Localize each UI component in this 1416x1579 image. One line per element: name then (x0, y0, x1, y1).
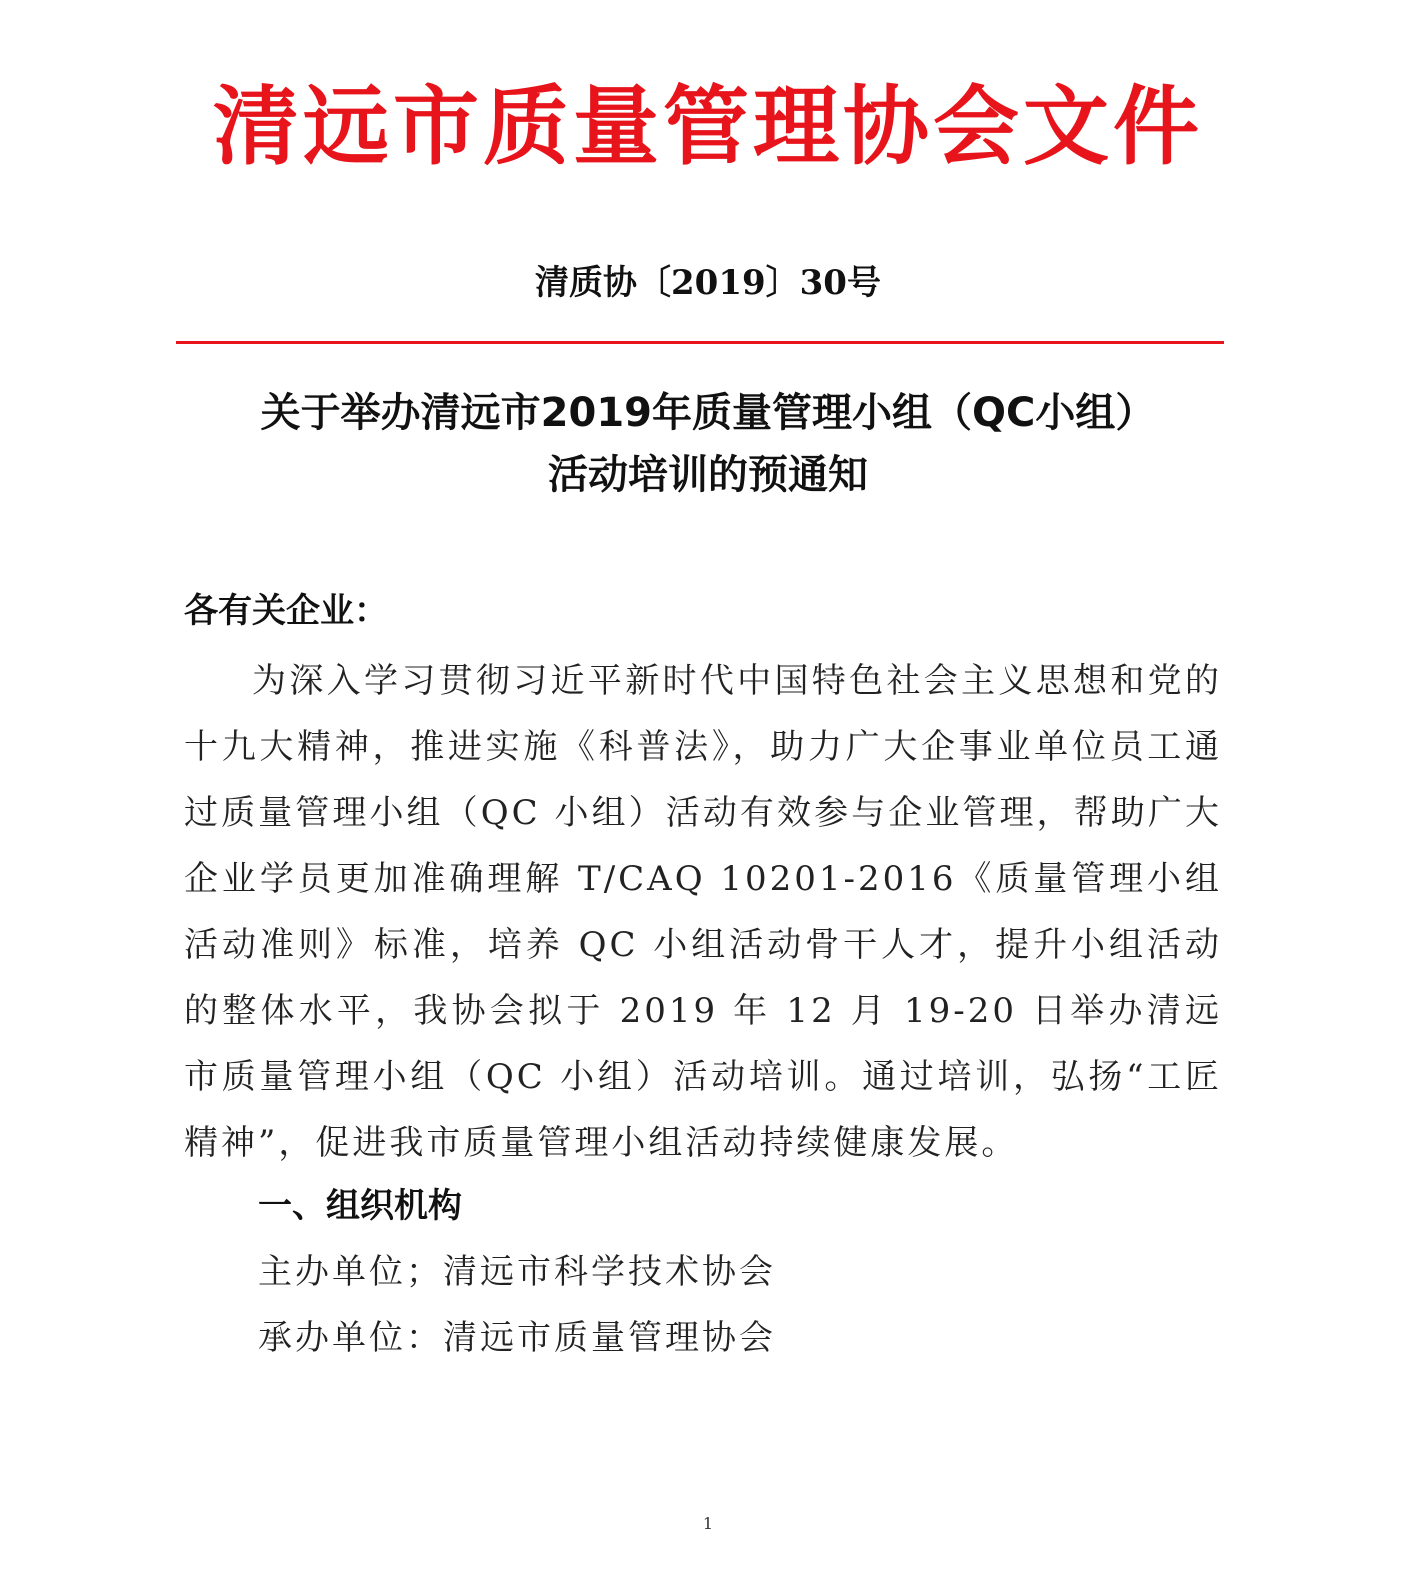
section-heading-organization: 一、组织机构 (258, 1186, 462, 1226)
document-number: 清质协〔2019〕30号 (535, 263, 881, 303)
page-number: 1 (702, 1514, 714, 1533)
body-paragraph: 为深入学习贯彻习近平新时代中国特色社会主义思想和党的十九大精神，推进实施《科普法》，助力广大企事业单位员工通过质量管理小组（QC 小组）活动有效参与企业管理，帮助广大企业学员更加准确理解 T/CAQ 10201-2016《质量管理小组活动准则》标准，培养 QC 小组活动骨干人才，提升小组活动的整体水平，我协会拟于 2019 年 12 月 19-20 日举办清远市质量管理小组（QC 小组）活动培训。通过培训，弘扬“工匠精神”，促进我市质量管理小组活动持续健康发展。 (184, 661, 1222, 1163)
header-divider (176, 341, 1224, 344)
organizer-line: 主办单位；清远市科学技术协会 (258, 1252, 776, 1292)
salutation: 各有关企业： (184, 591, 388, 631)
document-header-title: 清远市质量管理协会文件 (213, 76, 1203, 177)
co-organizer-line: 承办单位：清远市质量管理协会 (258, 1318, 776, 1358)
notice-title-line2: 活动培训的预通知 (548, 452, 868, 498)
notice-title-line1: 关于举办清远市2019年质量管理小组（QC小组） (260, 390, 1156, 436)
notice-title (0, 382, 1416, 506)
